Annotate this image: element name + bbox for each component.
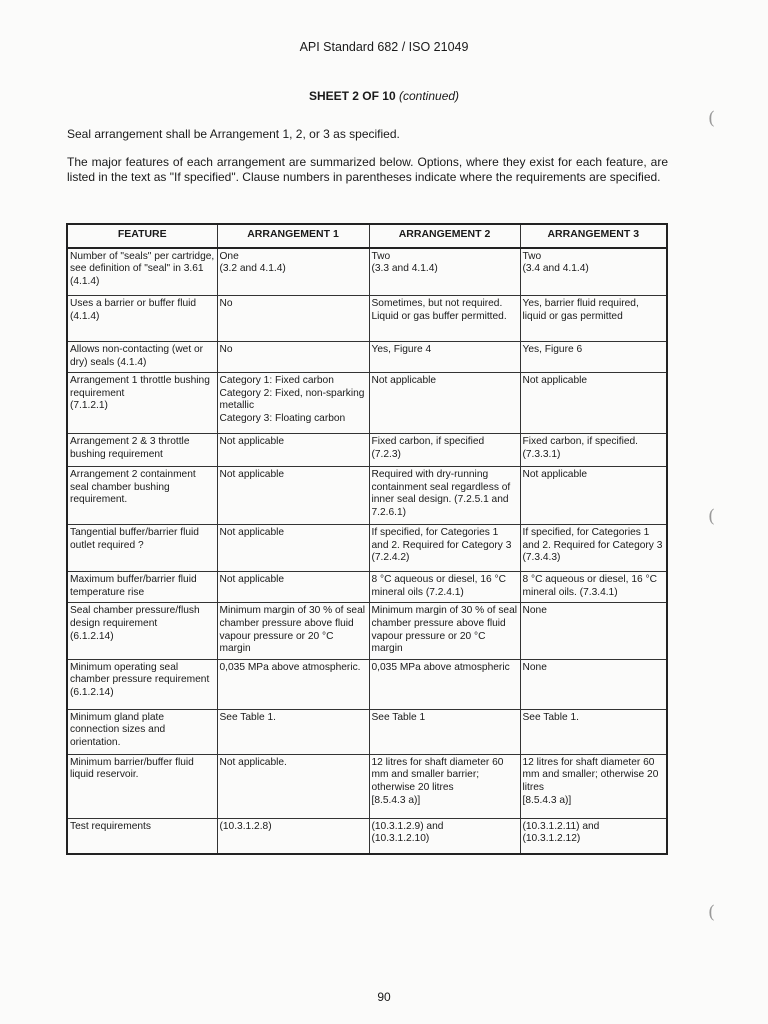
table-row [67, 659, 667, 709]
summary-paragraph: The major features of each arrangement are summarized below. Options, where they exist for each feature, are listed in the text as "If specified". Clause numbers in parentheses indicate where the requirements are specified. [67, 155, 668, 184]
feature-cell: Tangential buffer/barrier fluid outlet required ? [67, 525, 217, 572]
sheet-title-text: SHEET 2 OF 10 [308, 89, 396, 103]
arrangement-1-cell: Not applicable [217, 434, 369, 467]
arrangement-2-cell: Not applicable [369, 373, 520, 434]
feature-cell: Arrangement 2 & 3 throttle bushing requirement [67, 434, 217, 467]
arrangement-2-cell: Two (3.3 and 4.1.4) [369, 248, 520, 296]
arrangement-2-cell: See Table 1 [369, 709, 520, 754]
feature-cell: Minimum barrier/buffer fluid liquid reservoir. [67, 754, 217, 818]
arrangement-3-cell: Not applicable [520, 373, 667, 434]
arrangement-3-cell: If specified, for Categories 1 and 2. Required for Category 3 (7.3.4.3) [520, 525, 667, 572]
arrangement-3-cell: Yes, barrier fluid required, liquid or gas permitted [520, 296, 667, 342]
feature-cell: Allows non-contacting (wet or dry) seals (4.1.4) [67, 342, 217, 373]
arrangement-2-cell: If specified, for Categories 1 and 2. Required for Category 3 (7.2.4.2) [369, 525, 520, 572]
arrangement-1-cell: Not applicable [217, 467, 369, 525]
intro-paragraph: Seal arrangement shall be Arrangement 1, 2, or 3 as specified. [67, 127, 400, 141]
feature-cell: Arrangement 1 throttle bushing requirement (7.1.2.1) [67, 373, 217, 434]
arrangement-1-cell: Not applicable. [217, 754, 369, 818]
table-row [67, 572, 667, 603]
feature-cell: Number of "seals" per cartridge, see definition of "seal" in 3.61 (4.1.4) [67, 248, 217, 296]
arrangement-3-cell: 8 °C aqueous or diesel, 16 °C mineral oils. (7.3.4.1) [520, 572, 667, 603]
page-number: 90 [377, 990, 391, 1004]
arrangement-1-cell: No [217, 296, 369, 342]
feature-cell: Maximum buffer/barrier fluid temperature rise [67, 572, 217, 603]
arrangement-1-cell: (10.3.1.2.8) [217, 818, 369, 854]
arrangement-1-cell: See Table 1. [217, 709, 369, 754]
table-row [67, 525, 667, 572]
table-row [67, 296, 667, 342]
arrangement-1-cell: No [217, 342, 369, 373]
table-row [67, 434, 667, 467]
sheet-title [0, 89, 768, 103]
arrangement-1-cell: 0,035 MPa above atmospheric. [217, 659, 369, 709]
arrangement-2-cell: 8 °C aqueous or diesel, 16 °C mineral oils (7.2.4.1) [369, 572, 520, 603]
table-row [67, 709, 667, 754]
margin-bracket-mark: ( [708, 108, 716, 129]
margin-bracket-mark: ( [708, 902, 716, 923]
arrangement-3-cell: None [520, 603, 667, 659]
arrangement-3-cell: Not applicable [520, 467, 667, 525]
header-arrangement-1: ARRANGEMENT 1 [217, 224, 369, 248]
arrangement-3-cell: (10.3.1.2.11) and (10.3.1.2.12) [520, 818, 667, 854]
table-row [67, 342, 667, 373]
feature-cell: Minimum operating seal chamber pressure requirement (6.1.2.14) [67, 659, 217, 709]
arrangement-2-cell: Sometimes, but not required. Liquid or gas buffer permitted. [369, 296, 520, 342]
feature-cell: Minimum gland plate connection sizes and orientation. [67, 709, 217, 754]
arrangement-2-cell: 12 litres for shaft diameter 60 mm and smaller barrier; otherwise 20 litres [8.5.4.3 a)] [369, 754, 520, 818]
table-row [67, 818, 667, 854]
margin-bracket-mark: ( [708, 506, 716, 527]
table-row [67, 248, 667, 296]
arrangement-1-cell: Category 1: Fixed carbon Category 2: Fixed, non-sparking metallic Category 3: Floating carbon [217, 373, 369, 434]
feature-cell: Uses a barrier or buffer fluid (4.1.4) [67, 296, 217, 342]
table-header-row [67, 224, 667, 248]
arrangement-1-cell: Not applicable [217, 572, 369, 603]
feature-cell: Test requirements [67, 818, 217, 854]
arrangement-3-cell: See Table 1. [520, 709, 667, 754]
arrangement-2-cell: Required with dry-running containment seal regardless of inner seal design. (7.2.5.1 and 7.2.6.1) [369, 467, 520, 525]
sheet-continued: (continued) [399, 89, 460, 103]
arrangement-2-cell: Fixed carbon, if specified (7.2.3) [369, 434, 520, 467]
arrangement-features-table [66, 223, 668, 855]
arrangement-2-cell: Minimum margin of 30 % of seal chamber pressure above fluid vapour pressure or 20 °C margin [369, 603, 520, 659]
header-feature: FEATURE [67, 224, 217, 248]
table-row [67, 373, 667, 434]
header-arrangement-2: ARRANGEMENT 2 [369, 224, 520, 248]
arrangement-2-cell: (10.3.1.2.9) and (10.3.1.2.10) [369, 818, 520, 854]
table-row [67, 603, 667, 659]
arrangement-1-cell: One (3.2 and 4.1.4) [217, 248, 369, 296]
feature-cell: Arrangement 2 containment seal chamber bushing requirement. [67, 467, 217, 525]
arrangement-3-cell: None [520, 659, 667, 709]
table-row [67, 754, 667, 818]
arrangement-3-cell: 12 litres for shaft diameter 60 mm and smaller; otherwise 20 litres [8.5.4.3 a)] [520, 754, 667, 818]
page-header: API Standard 682 / ISO 21049 [299, 40, 469, 54]
table-row [67, 467, 667, 525]
arrangement-2-cell: 0,035 MPa above atmospheric [369, 659, 520, 709]
arrangement-2-cell: Yes, Figure 4 [369, 342, 520, 373]
header-arrangement-3: ARRANGEMENT 3 [520, 224, 667, 248]
arrangement-1-cell: Not applicable [217, 525, 369, 572]
arrangement-3-cell: Two (3.4 and 4.1.4) [520, 248, 667, 296]
arrangement-3-cell: Fixed carbon, if specified. (7.3.3.1) [520, 434, 667, 467]
arrangement-3-cell: Yes, Figure 6 [520, 342, 667, 373]
arrangement-1-cell: Minimum margin of 30 % of seal chamber pressure above fluid vapour pressure or 20 °C margin [217, 603, 369, 659]
feature-cell: Seal chamber pressure/flush design requirement (6.1.2.14) [67, 603, 217, 659]
